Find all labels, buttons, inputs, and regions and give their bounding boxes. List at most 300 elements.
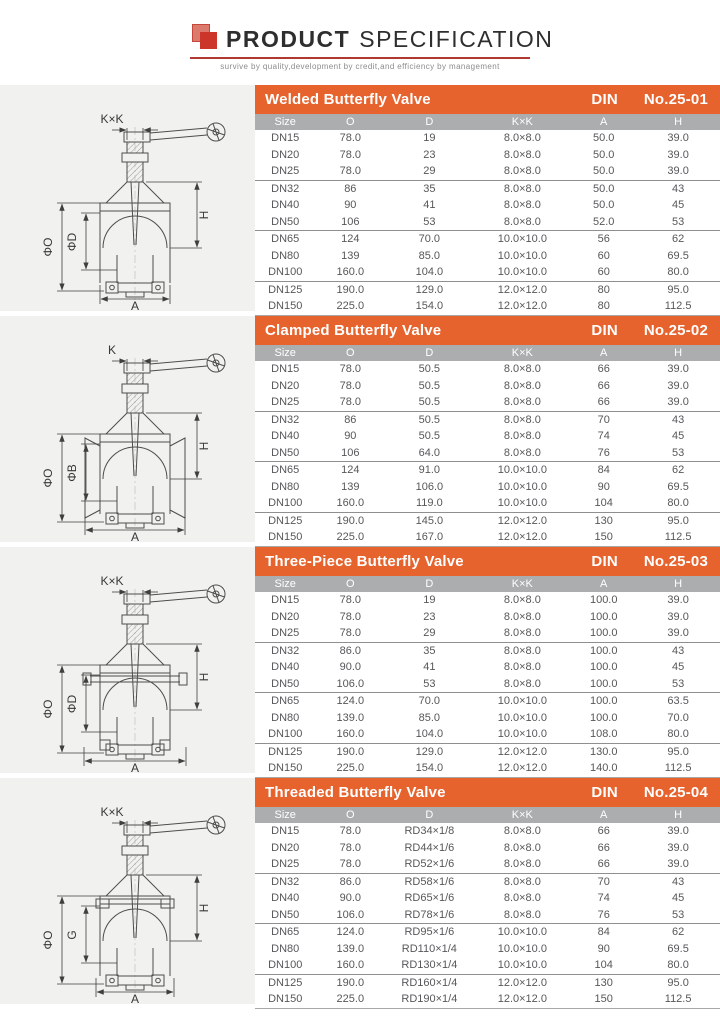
table-cell: 112.5 <box>636 991 720 1008</box>
table-cell: 8.0×8.0 <box>503 215 541 228</box>
table-cell: DN32 <box>255 642 315 659</box>
dim-label-top: K×K <box>100 574 124 588</box>
valve-technical-drawing <box>0 547 255 773</box>
table-cell: 69.5 <box>667 942 689 955</box>
table-cell: 124 <box>315 231 385 248</box>
table-cell: 10.0×10.0 <box>497 266 547 278</box>
table-cell: DN40 <box>271 430 300 442</box>
logo-square-front-icon <box>200 32 217 49</box>
table-cell: DN20 <box>271 841 300 854</box>
table-cell: 104 <box>594 959 613 971</box>
table-cell: DN25 <box>271 396 300 408</box>
table-cell: 8.0×8.0 <box>503 165 541 177</box>
table-cell: 106.0 <box>336 908 365 921</box>
valve-drawing-svg <box>0 316 255 542</box>
spec-table <box>255 114 720 316</box>
table-cell: DN32 <box>255 873 315 890</box>
table-cell: 8.0×8.0 <box>503 892 541 904</box>
table-row <box>255 428 720 445</box>
column-header: D <box>385 114 473 130</box>
table-cell: RD95×1/6 <box>385 924 473 941</box>
table-cell: 225.0 <box>315 529 385 546</box>
table-cell: DN25 <box>271 165 300 177</box>
dim-label-outer: ΦO <box>41 930 55 950</box>
table-cell: 80 <box>571 298 636 315</box>
table-row <box>255 625 720 642</box>
table-cell: DN15 <box>271 363 300 375</box>
table-cell: 8.0×8.0 <box>503 841 541 854</box>
dim-label-width: A <box>130 530 140 542</box>
table-cell: DN100 <box>268 266 303 278</box>
table-cell: 12.0×12.0 <box>474 991 572 1008</box>
table-cell: 225.0 <box>315 298 385 315</box>
table-cell: DN25 <box>271 858 300 870</box>
table-row <box>255 214 720 231</box>
table-cell: 85.0 <box>418 711 441 724</box>
dim-label-top: K×K <box>100 805 124 819</box>
spec-section <box>0 778 720 1004</box>
dim-label-height: H <box>197 441 211 451</box>
valve-drawing-svg <box>0 547 255 773</box>
table-cell: 10.0×10.0 <box>497 497 547 509</box>
table-cell: 130 <box>571 974 636 991</box>
table-cell: 8.0×8.0 <box>503 199 541 211</box>
table-cell: 39.0 <box>667 825 689 837</box>
table-title-bar <box>255 778 720 807</box>
table-cell: DN15 <box>271 132 300 144</box>
spec-section <box>0 85 720 311</box>
table-row <box>255 890 720 907</box>
table-cell: 8.0×8.0 <box>503 363 541 375</box>
table-row <box>255 298 720 315</box>
table-row <box>255 856 720 873</box>
table-cell: 139 <box>341 480 360 493</box>
table-cell: 84 <box>571 924 636 941</box>
valve-drawing-svg <box>0 85 255 311</box>
table-cell: 45 <box>672 199 685 211</box>
drawing-panel <box>0 547 255 773</box>
column-header: O <box>315 114 385 130</box>
table-cell: 78.0 <box>339 841 362 854</box>
table-cell: 154.0 <box>385 760 473 777</box>
table-cell: 160.0 <box>336 266 365 278</box>
table-cell: 10.0×10.0 <box>474 924 572 941</box>
table-row <box>255 676 720 693</box>
table-cell: DN100 <box>268 728 303 740</box>
table-body <box>255 592 720 777</box>
table-title: Welded Butterfly Valve <box>265 91 431 108</box>
table-cell: 129.0 <box>385 743 473 760</box>
table-cell: 53 <box>423 677 436 690</box>
table-cell: 78.0 <box>339 165 362 177</box>
table-cell: DN50 <box>271 446 300 459</box>
table-cell: 35 <box>385 180 473 197</box>
table-cell: 39.0 <box>667 396 689 408</box>
table-row <box>255 659 720 676</box>
table-body <box>255 130 720 315</box>
table-title-bar <box>255 85 720 114</box>
table-cell: 50.0 <box>571 180 636 197</box>
table-cell: 130 <box>571 512 636 529</box>
table-cell: 100.0 <box>571 693 636 710</box>
spec-table-panel <box>255 778 720 1004</box>
table-cell: 50.5 <box>418 379 441 392</box>
table-cell: 85.0 <box>418 249 441 262</box>
table-row <box>255 760 720 777</box>
column-header: K×K <box>474 345 572 361</box>
table-cell: 108.0 <box>589 728 618 740</box>
table-cell: 35 <box>385 642 473 659</box>
table-cell: 12.0×12.0 <box>474 298 572 315</box>
table-cell: 100.0 <box>589 661 618 673</box>
table-cell: 8.0×8.0 <box>503 594 541 606</box>
table-cell: 39.0 <box>667 594 689 606</box>
column-header-row <box>255 807 720 823</box>
table-title: Clamped Butterfly Valve <box>265 322 442 339</box>
table-row <box>255 394 720 411</box>
table-cell: DN65 <box>255 693 315 710</box>
table-row <box>255 924 720 941</box>
table-cell: 39.0 <box>667 858 689 870</box>
table-cell: 10.0×10.0 <box>497 942 547 955</box>
table-cell: 78.0 <box>339 396 362 408</box>
table-cell: 145.0 <box>385 512 473 529</box>
drawing-panel <box>0 316 255 542</box>
table-cell: 150 <box>571 991 636 1008</box>
table-cell: 86.0 <box>315 642 385 659</box>
table-body <box>255 823 720 1008</box>
table-cell: 104.0 <box>415 266 444 278</box>
table-cell: 39.0 <box>667 610 689 623</box>
table-cell: 100.0 <box>589 594 618 606</box>
table-row <box>255 197 720 214</box>
dim-label-height: H <box>197 672 211 682</box>
table-cell: 74 <box>597 892 610 904</box>
table-cell: 80 <box>571 281 636 298</box>
table-cell: 8.0×8.0 <box>503 446 541 459</box>
table-cell: 63.5 <box>636 693 720 710</box>
table-cell: 23 <box>423 148 436 161</box>
table-cell: 8.0×8.0 <box>503 661 541 673</box>
table-cell: 190.0 <box>315 281 385 298</box>
document-number: No.25-04 <box>643 784 708 801</box>
table-cell: 8.0×8.0 <box>474 180 572 197</box>
column-header: K×K <box>474 807 572 823</box>
dim-label-width: A <box>130 299 140 311</box>
brand-underline <box>190 57 530 59</box>
table-cell: 12.0×12.0 <box>474 512 572 529</box>
table-cell: 95.0 <box>636 512 720 529</box>
table-cell: 53 <box>672 677 685 690</box>
table-cell: 8.0×8.0 <box>503 610 541 623</box>
column-header: H <box>636 114 720 130</box>
table-cell: 76 <box>597 908 610 921</box>
column-header: O <box>315 576 385 592</box>
table-cell: 50.0 <box>593 148 615 161</box>
table-cell: 23 <box>423 610 436 623</box>
table-cell: 56 <box>571 231 636 248</box>
spec-table-panel <box>255 85 720 311</box>
table-row <box>255 642 720 659</box>
table-row <box>255 957 720 974</box>
table-cell: 39.0 <box>667 379 689 392</box>
table-cell: 64.0 <box>418 446 441 459</box>
valve-body <box>83 585 225 759</box>
table-cell: 70 <box>571 411 636 428</box>
table-row <box>255 231 720 248</box>
table-cell: 10.0×10.0 <box>474 693 572 710</box>
table-cell: 70.0 <box>385 231 473 248</box>
table-cell: 90 <box>344 199 357 211</box>
dim-label-inner: G <box>65 930 79 940</box>
drawing-panel <box>0 85 255 311</box>
table-cell: 70 <box>571 873 636 890</box>
table-cell: 66 <box>597 841 610 854</box>
table-cell: 160.0 <box>336 497 365 509</box>
dim-label-width: A <box>130 761 140 773</box>
table-cell: DN20 <box>271 148 300 161</box>
table-cell: RD78×1/6 <box>404 908 455 921</box>
column-header: D <box>385 345 473 361</box>
table-cell: 190.0 <box>315 743 385 760</box>
table-cell: 80.0 <box>667 959 689 971</box>
dim-label-outer: ΦO <box>41 699 55 719</box>
table-cell: 78.0 <box>339 627 362 639</box>
table-row <box>255 248 720 265</box>
document-number: No.25-01 <box>643 91 708 108</box>
table-row <box>255 512 720 529</box>
table-cell: DN50 <box>271 677 300 690</box>
table-cell: 10.0×10.0 <box>497 959 547 971</box>
column-header: A <box>571 807 636 823</box>
table-cell: DN80 <box>271 480 300 493</box>
brand-title-bold: PRODUCT <box>226 26 351 52</box>
brand-logo-icon <box>192 24 222 54</box>
table-cell: RD52×1/6 <box>404 858 455 870</box>
table-cell: 29 <box>423 165 436 177</box>
table-cell: 106 <box>341 215 360 228</box>
table-cell: 8.0×8.0 <box>474 411 572 428</box>
column-header: A <box>571 114 636 130</box>
table-cell: 50.5 <box>418 363 441 375</box>
table-cell: 190.0 <box>315 974 385 991</box>
table-cell: 8.0×8.0 <box>503 396 541 408</box>
table-cell: 70.0 <box>385 693 473 710</box>
table-cell: 90.0 <box>339 892 362 904</box>
table-cell: DN15 <box>271 825 300 837</box>
table-cell: 139 <box>341 249 360 262</box>
column-header: Size <box>255 576 315 592</box>
table-cell: 39.0 <box>667 627 689 639</box>
table-title-bar <box>255 547 720 576</box>
table-cell: 41 <box>423 661 436 673</box>
table-cell: 124.0 <box>315 693 385 710</box>
table-cell: 41 <box>423 199 436 211</box>
table-row <box>255 163 720 180</box>
table-cell: DN65 <box>255 231 315 248</box>
table-cell: 112.5 <box>636 529 720 546</box>
table-cell: DN65 <box>255 924 315 941</box>
table-cell: 53 <box>672 908 685 921</box>
table-cell: DN40 <box>271 892 300 904</box>
table-cell: 62 <box>636 924 720 941</box>
table-cell: 90 <box>597 942 610 955</box>
table-cell: 39.0 <box>667 148 689 161</box>
table-cell: 8.0×8.0 <box>474 642 572 659</box>
table-cell: DN150 <box>255 760 315 777</box>
table-row <box>255 264 720 281</box>
table-cell: 10.0×10.0 <box>497 249 547 262</box>
table-cell: 43 <box>636 411 720 428</box>
table-cell: DN50 <box>271 215 300 228</box>
table-cell: 8.0×8.0 <box>503 627 541 639</box>
table-cell: DN150 <box>255 991 315 1008</box>
dim-label-top: K×K <box>100 112 124 126</box>
table-cell: 12.0×12.0 <box>474 529 572 546</box>
table-cell: 100.0 <box>589 610 618 623</box>
table-title: Three-Piece Butterfly Valve <box>265 553 464 570</box>
spec-section <box>0 547 720 773</box>
table-cell: 45 <box>672 430 685 442</box>
table-cell: 100.0 <box>589 627 618 639</box>
column-header: O <box>315 345 385 361</box>
table-cell: 78.0 <box>339 132 362 144</box>
table-cell: 78.0 <box>339 610 362 623</box>
table-cell: 66 <box>597 379 610 392</box>
table-cell: DN100 <box>268 497 303 509</box>
spec-table-panel <box>255 547 720 773</box>
table-cell: 119.0 <box>416 497 443 509</box>
table-row <box>255 281 720 298</box>
valve-body <box>85 354 225 528</box>
table-cell: DN65 <box>255 462 315 479</box>
valve-technical-drawing <box>0 316 255 542</box>
valve-drawing-svg <box>0 778 255 1004</box>
table-cell: 66 <box>597 825 610 837</box>
table-cell: 10.0×10.0 <box>497 480 547 493</box>
table-row <box>255 693 720 710</box>
table-cell: DN80 <box>271 711 300 724</box>
table-cell: 39.0 <box>667 841 689 854</box>
table-cell: 95.0 <box>636 974 720 991</box>
table-cell: 104 <box>594 497 613 509</box>
table-cell: 53 <box>672 215 685 228</box>
table-row <box>255 361 720 378</box>
table-cell: 45 <box>672 661 685 673</box>
table-cell: 50.5 <box>385 411 473 428</box>
standard-label: DIN <box>591 322 618 339</box>
table-cell: 95.0 <box>636 743 720 760</box>
table-cell: 50.5 <box>418 430 441 442</box>
table-cell: DN50 <box>271 908 300 921</box>
table-cell: DN20 <box>271 379 300 392</box>
table-cell: 140.0 <box>571 760 636 777</box>
dim-label-inner: ΦD <box>65 232 79 252</box>
table-cell: 8.0×8.0 <box>503 430 541 442</box>
column-header: D <box>385 807 473 823</box>
drawing-panel <box>0 778 255 1004</box>
table-row <box>255 840 720 857</box>
column-header: A <box>571 345 636 361</box>
table-cell: RD130×1/4 <box>401 959 458 971</box>
table-row <box>255 743 720 760</box>
table-cell: DN32 <box>255 180 315 197</box>
table-cell: 69.5 <box>667 480 689 493</box>
table-cell: DN125 <box>255 512 315 529</box>
table-cell: DN25 <box>271 627 300 639</box>
table-cell: DN15 <box>271 594 300 606</box>
table-cell: 130.0 <box>571 743 636 760</box>
column-header: K×K <box>474 114 572 130</box>
table-title: Threaded Butterfly Valve <box>265 784 446 801</box>
table-cell: 124 <box>315 462 385 479</box>
table-cell: 190.0 <box>315 512 385 529</box>
column-header: Size <box>255 807 315 823</box>
table-row <box>255 974 720 991</box>
table-cell: 12.0×12.0 <box>474 743 572 760</box>
column-header: A <box>571 576 636 592</box>
table-cell: 53 <box>672 446 685 459</box>
table-cell: 106.0 <box>415 480 444 493</box>
table-cell: 70.0 <box>667 711 689 724</box>
table-cell: 52.0 <box>593 215 615 228</box>
table-cell: 104.0 <box>415 728 444 740</box>
table-cell: RD58×1/6 <box>385 873 473 890</box>
table-cell: 8.0×8.0 <box>503 908 541 921</box>
table-cell: RD65×1/6 <box>404 892 455 904</box>
brand-title-light: SPECIFICATION <box>359 26 554 52</box>
table-cell: 160.0 <box>336 728 365 740</box>
table-cell: 10.0×10.0 <box>497 728 547 740</box>
table-row <box>255 529 720 546</box>
sections-container <box>0 85 720 1004</box>
table-cell: 106.0 <box>336 677 365 690</box>
table-cell: DN100 <box>268 959 303 971</box>
table-cell: DN150 <box>255 529 315 546</box>
table-cell: 112.5 <box>636 760 720 777</box>
column-header: Size <box>255 345 315 361</box>
column-header: O <box>315 807 385 823</box>
table-cell: 8.0×8.0 <box>503 379 541 392</box>
table-row <box>255 130 720 147</box>
table-cell: 225.0 <box>315 760 385 777</box>
table-cell: 76 <box>597 446 610 459</box>
table-row <box>255 147 720 164</box>
table-cell: 80.0 <box>667 728 689 740</box>
table-row <box>255 991 720 1008</box>
dim-label-inner: ΦD <box>65 694 79 714</box>
table-cell: 154.0 <box>385 298 473 315</box>
table-cell: DN125 <box>255 281 315 298</box>
table-cell: 39.0 <box>667 363 689 375</box>
table-cell: 91.0 <box>385 462 473 479</box>
dim-label-outer: ΦO <box>41 468 55 488</box>
table-title-bar <box>255 316 720 345</box>
table-cell: DN32 <box>255 411 315 428</box>
table-cell: 100.0 <box>571 642 636 659</box>
dim-label-width: A <box>130 992 140 1004</box>
table-cell: 19 <box>423 132 436 144</box>
valve-technical-drawing <box>0 778 255 1004</box>
table-cell: 60 <box>597 266 610 278</box>
table-cell: 84 <box>571 462 636 479</box>
column-header: K×K <box>474 576 572 592</box>
table-cell: DN20 <box>271 610 300 623</box>
table-body <box>255 361 720 546</box>
brand-title <box>190 24 554 54</box>
table-cell: 86 <box>315 180 385 197</box>
brand-header <box>190 0 554 71</box>
